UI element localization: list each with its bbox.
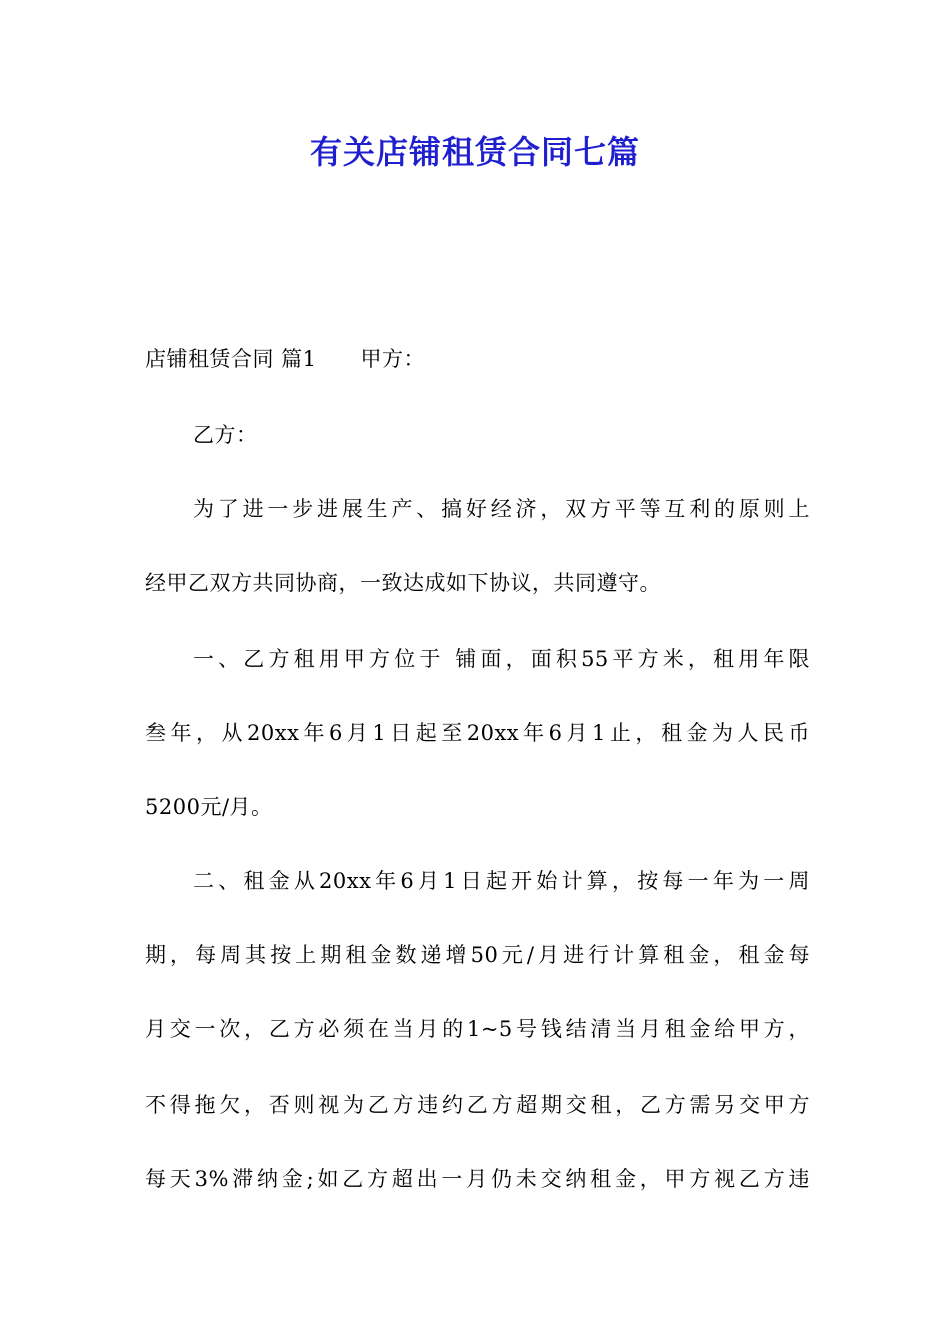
paragraph-line: 期，每周其按上期租金数递增50元/月进行计算租金，租金每 bbox=[145, 943, 810, 967]
party-a-label: 甲方： bbox=[360, 347, 426, 371]
paragraph-line: 5200元/月。 bbox=[145, 795, 273, 819]
paragraph-line: 一、乙方租用甲方位于 铺面，面积55平方米，租用年限 bbox=[193, 647, 810, 671]
paragraph-line: 为了进一步进展生产、搞好经济，双方平等互利的原则上 bbox=[193, 497, 810, 521]
document-title: 有关店铺租赁合同七篇 bbox=[309, 133, 640, 171]
section-heading bbox=[145, 344, 810, 374]
paragraph-line: 二、租金从20xx年6月1日起开始计算，按每一年为一周 bbox=[193, 869, 810, 893]
paragraph-line: 经甲乙双方共同协商，一致达成如下协议，共同遵守。 bbox=[145, 571, 661, 595]
paragraph-line: 叁年，从20xx年6月1日起至20xx年6月1止，租金为人民币 bbox=[145, 721, 810, 745]
section-heading-label: 店铺租赁合同 篇1 bbox=[145, 347, 317, 371]
paragraph-line: 不得拖欠，否则视为乙方违约乙方超期交租，乙方需另交甲方 bbox=[145, 1093, 810, 1117]
paragraph-line: 每天3%滞纳金;如乙方超出一月仍未交纳租金，甲方视乙方违 bbox=[145, 1167, 810, 1191]
party-b-label: 乙方： bbox=[193, 423, 258, 447]
paragraph-line: 月交一次，乙方必须在当月的1~5号钱结清当月租金给甲方， bbox=[145, 1017, 810, 1041]
